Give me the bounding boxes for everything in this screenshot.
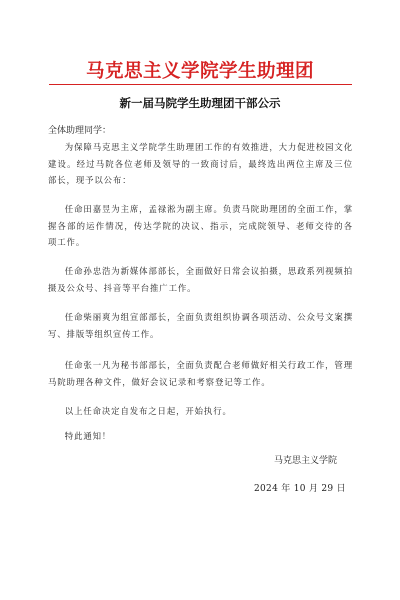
closing-paragraph: 特此通知！ (64, 431, 112, 441)
appointment-media-paragraph: 任命孙忠浩为新媒体部部长，全面做好日常会议拍摄，思政系列视频拍摄及公众号、抖音等平台推广工作。 (48, 266, 353, 293)
appointment-organization-paragraph: 任命柴丽爽为组宣部部长，全面负责组织协调各项活动、公众号文案撰写、排版等组织宣传工作。 (48, 312, 353, 339)
intro-paragraph: 为保障马克思主义学院学生助理团工作的有效推进，大力促进校园文化建设。经过马院各位老师及领导的一致商讨后，最终选出两位主席及三位部长，现予以公布： (48, 142, 353, 185)
appointment-secretary-paragraph: 任命张一凡为秘书部部长，全面负责配合老师做好相关行政工作，管理马院助理各种文件，做好会议记录和考察登记等工作。 (48, 360, 353, 387)
notice-title: 新一届马院学生助理团干部公示 (119, 96, 281, 110)
org-header-title: 马克思主义学院学生助理团 (85, 61, 314, 82)
header-divider (49, 84, 352, 85)
signature: 马克思主义学院 (274, 456, 338, 466)
salutation: 全体助理同学： (48, 126, 112, 136)
issue-date: 2024 年 10 月 29 日 (254, 484, 346, 494)
appointment-president-paragraph: 任命田嘉昱为主席，孟禄淞为副主席。负责马院助理团的全面工作，掌握各部的运作情况，传达学院的决议、指示，完成院领导、老师交待的各项工作。 (48, 204, 353, 247)
effective-paragraph: 以上任命决定自发布之日起，开始执行。 (64, 406, 232, 416)
